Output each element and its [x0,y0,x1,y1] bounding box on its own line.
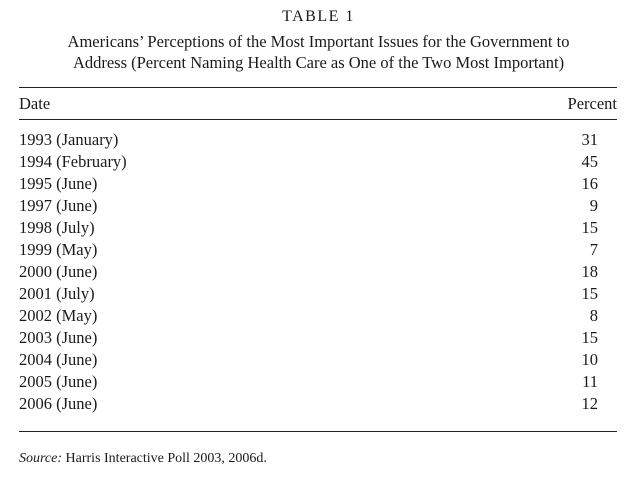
table-row [19,239,598,261]
date-cell: 2002 (May) [19,306,98,325]
table-row [19,371,598,393]
date-cell: 2005 (June) [19,372,98,391]
top-rule [19,87,617,88]
percent-cell: 7 [589,240,598,259]
percent-cell: 18 [581,262,598,281]
source-label: Source: [19,451,63,466]
table-row [19,129,598,151]
date-cell: 1997 (June) [19,196,98,215]
date-cell: 2003 (June) [19,328,98,347]
date-cell: 1993 (January) [19,130,119,149]
table-row [19,327,598,349]
table-row [19,349,598,371]
table-row [19,151,598,173]
table-label: TABLE 1 [282,8,355,25]
date-cell: 2006 (June) [19,394,98,413]
caption-line-2: Address (Percent Naming Health Care as One of the Two Most Important) [72,53,565,72]
percent-cell: 9 [589,196,598,215]
caption-line-1: Americans’ Perceptions of the Most Important Issues for the Government to [67,32,570,51]
percent-cell: 45 [581,152,598,171]
table-row [19,261,598,283]
percent-cell: 31 [581,130,598,149]
percent-cell: 10 [581,350,598,369]
source-text: Harris Interactive Poll 2003, 2006d. [62,451,267,466]
column-header-date: Date [19,94,51,113]
percent-cell: 15 [581,284,598,303]
percent-cell: 15 [581,218,598,237]
date-cell: 1995 (June) [19,174,98,193]
table-row [19,283,598,305]
percent-cell: 8 [589,306,598,325]
date-cell: 1998 (July) [19,218,95,237]
table-row [19,195,598,217]
table-row [19,305,598,327]
date-cell: 2001 (July) [19,284,95,303]
table-row [19,217,598,239]
source-note [19,451,267,467]
date-cell: 2000 (June) [19,262,98,281]
header-rule [19,119,617,120]
date-cell: 1994 (February) [19,152,127,171]
table-caption [0,31,637,73]
date-cell: 2004 (June) [19,350,98,369]
percent-cell: 16 [581,174,598,193]
table-body [19,129,598,415]
table-row [19,393,598,415]
percent-cell: 11 [582,372,598,391]
column-header-percent: Percent [567,94,617,113]
percent-cell: 15 [581,328,598,347]
table-row [19,173,598,195]
date-cell: 1999 (May) [19,240,98,259]
percent-cell: 12 [581,394,598,413]
bottom-rule [19,431,617,432]
